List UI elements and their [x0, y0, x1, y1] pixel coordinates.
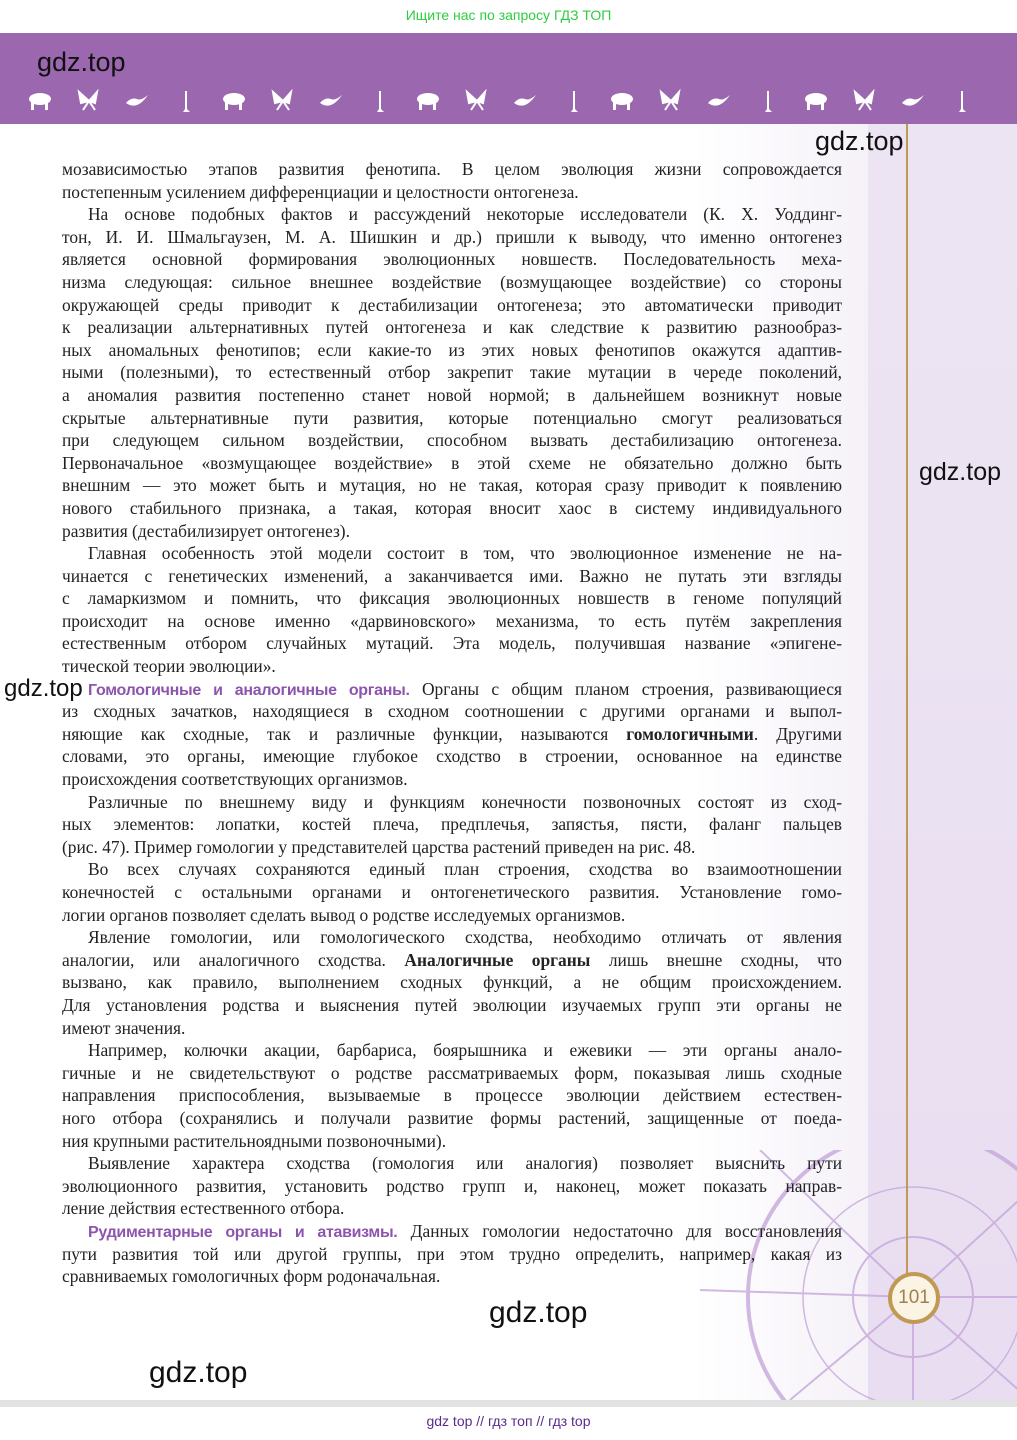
- body-text: [62, 158, 842, 1288]
- text-line: пути развития той или другой группы, при этом трудно определить, например, какая из: [62, 1243, 842, 1264]
- text-line: из сходных зачатков, находящиеся в сходном соотношении с другими органами и выпол-: [62, 701, 842, 722]
- hare-icon: [560, 89, 588, 113]
- text-line: ния крупными растительноядными позвоночными).: [62, 1130, 447, 1151]
- bison-icon: [657, 89, 685, 113]
- lizard-icon: [366, 89, 394, 113]
- text-line: вызвано, как правило, выполнением сходных функций, а не общим происхождением.: [62, 972, 842, 993]
- horse-icon: [754, 89, 782, 113]
- page-number: 101: [888, 1272, 940, 1324]
- text-line: мозависимостью этапов развития фенотипа. В целом эволюция жизни сопровождается: [62, 159, 842, 179]
- text-line: направления приспособления, вызываемые в процессе эволюции действием естествен-: [62, 1085, 842, 1106]
- lizard-icon: [948, 89, 976, 113]
- text-line: Во всех случаях сохраняются единый план строения, сходства во взаимоотношении: [88, 859, 842, 880]
- horse-icon: [172, 89, 200, 113]
- text-line: Первоначальное «возмущающее воздействие» в этой схеме не обязательно должно быть: [62, 452, 842, 473]
- text-line: [62, 1220, 842, 1243]
- text-line: чинается с генетических изменений, а заканчивается ими. Важно не путать эти взгляды: [62, 565, 842, 586]
- text-line: тической теории эволюции».: [62, 656, 276, 677]
- watermark: gdz.top: [4, 675, 83, 702]
- text-line: логии органов позволяет сделать вывод о родстве исследуемых организмов.: [62, 904, 626, 925]
- text-line: постепенным усилением дифференциации и целостности онтогенеза.: [62, 181, 579, 202]
- text-line: естественным отбором случайных мутаций. Эта модель, получившая название «эпигене-: [62, 633, 842, 654]
- search-hint: Ищите нас по запросу ГДЗ ТОП: [405, 7, 612, 23]
- butterfly-icon: [75, 89, 103, 113]
- page-header-band: [0, 33, 1017, 124]
- text-line: тон, И. И. Шмальгаузен, М. А. Шишкин и др.) пришли к выводу, что именно онтогенез: [62, 226, 842, 247]
- text-line: [62, 723, 842, 746]
- text-segment: аналогии, или аналогичного сходства.: [62, 949, 405, 970]
- text-line: (рис. 47). Пример гомологии у представителей царства растений приведен на рис. 48.: [62, 836, 696, 857]
- section-heading: Рудиментарные органы и атавизмы.: [88, 1223, 398, 1241]
- text-line: На основе подобных фактов и рассуждений некоторые исследователи (К. Х. Уоддинг-: [88, 204, 842, 225]
- scorpion-icon: [705, 89, 733, 113]
- insect-icon: [414, 89, 442, 113]
- text-line: к реализации альтернативных путей онтогенеза и как следствие к развитию разнообраз-: [62, 317, 842, 338]
- fish-icon: [851, 89, 879, 113]
- monkey-icon: [511, 89, 539, 113]
- text-line: ными (полезными), то естественный отбор закрепит такие мутации в череде поколений,: [62, 362, 842, 383]
- text-segment: Органы с общим планом строения, развивающиеся: [421, 678, 842, 699]
- text-line: Например, колючки акации, барбариса, боярышника и ежевики — эти органы анало-: [88, 1040, 842, 1061]
- text-line: внешним — это может быть и мутация, но не такая, которая сразу приводит к появлению: [62, 475, 842, 496]
- bison-icon: [26, 89, 54, 113]
- text-line: низма следующая: сильное внешнее воздействие (возмущающее воздействие) со стороны: [62, 271, 842, 292]
- bold-term: гомологичными: [626, 723, 754, 744]
- bird-icon: [802, 89, 830, 113]
- text-line: имеют значения.: [62, 1017, 186, 1038]
- text-line: ление действия естественного отбора.: [62, 1198, 345, 1219]
- text-line: нового стабильного признака, а такая, которая вносит хаос в систему индивидуального: [62, 497, 842, 518]
- text-line: ных элементов: лопатки, костей плеча, предплечья, запястья, пясти, фаланг пальцев: [62, 814, 842, 835]
- text-segment: Данных гомологии недостаточно для восстановления: [410, 1220, 842, 1241]
- fish-icon: [269, 89, 297, 113]
- footer-links: gdz top // гдз топ // гдз top: [426, 1413, 591, 1429]
- text-line: эволюционного развития, установить родство групп и, наконец, может показать направ-: [62, 1175, 842, 1196]
- text-line: является основной формирования эволюционных новшеств. Последовательность меха-: [62, 249, 842, 270]
- text-line: при следующем сильном воздействии, способном вызвать дестабилизацию онтогенеза.: [62, 430, 842, 451]
- watermark: gdz.top: [919, 458, 1002, 486]
- text-line: ных аномальных фенотипов; если какие-то из этих новых фенотипов окажутся адаптив-: [62, 339, 842, 360]
- text-segment: . Другими: [753, 723, 842, 744]
- text-line: происхождения соответствующих организмов.: [62, 769, 408, 790]
- section-heading: Гомологичные и аналогичные органы.: [88, 681, 410, 699]
- text-line: скрытые альтернативные пути развития, которые потенциально смогут реализоваться: [62, 407, 842, 428]
- text-line: окружающей среды приводит к дестабилизации онтогенеза; это автоматически приводит: [62, 294, 842, 315]
- text-line: Главная особенность этой модели состоит в том, что эволюционное изменение не на-: [88, 543, 842, 564]
- watermark: gdz.top: [149, 1356, 248, 1389]
- text-line: развития (дестабилизирует онтогенез).: [62, 520, 350, 541]
- text-line: [62, 678, 842, 701]
- bottom-divider: [0, 1400, 1017, 1407]
- text-segment: лишь внешне сходны, что: [590, 949, 842, 970]
- text-line: происходит на основе именно «дарвиновского» механизма, то есть путём закрепления: [62, 610, 842, 631]
- text-line: ного отбора (сохранялись и получали развитие формы растений, защищенные от поеда-: [62, 1107, 842, 1128]
- text-line: Для установления родства и выяснения путей эволюции изучаемых групп эти органы не: [62, 994, 842, 1015]
- text-line: [62, 949, 842, 972]
- text-line: а аномалия развития постепенно станет новой нормой; в дальнейшем возникнут новые: [62, 384, 842, 405]
- text-line: конечностей с остальными органами и онтогенетического развития. Установление гомо-: [62, 882, 842, 902]
- butterfly-icon: [608, 89, 636, 113]
- watermark: gdz.top: [815, 126, 904, 156]
- text-line: словами, это органы, имеющие глубокое сходство в строении, основанное на единстве: [62, 746, 842, 767]
- text-line: сравниваемых гомологичных форм родоначальная.: [62, 1266, 441, 1287]
- animal-icons-row: [26, 89, 976, 113]
- watermark: gdz.top: [37, 47, 126, 77]
- margin-rule: [906, 124, 908, 1274]
- text-segment: няющие как сходные, так и различные функции, называются: [62, 723, 627, 744]
- scorpion-icon: [123, 89, 151, 113]
- dog-icon: [899, 89, 927, 113]
- text-line: Явление гомологии, или гомологического сходства, необходимо отличать от явления: [88, 927, 842, 948]
- text-line: с ламаркизмом и помнить, что фиксация эволюционных новшеств в геноме популяций: [62, 588, 842, 609]
- text-line: Различные по внешнему виду и функциям конечности позвоночных состоят из сход-: [88, 791, 842, 812]
- bird-icon: [220, 89, 248, 113]
- text-line: Выявление характера сходства (гомология или аналогия) позволяет выяснить пути: [88, 1153, 842, 1174]
- text-line: гичные и не свидетельствуют о родстве рассматриваемых форм, показывая лишь сходные: [62, 1062, 842, 1083]
- watermark: gdz.top: [489, 1296, 588, 1329]
- dog-icon: [317, 89, 345, 113]
- bull-icon: [463, 89, 491, 113]
- bold-term: Аналогичные органы: [404, 949, 591, 970]
